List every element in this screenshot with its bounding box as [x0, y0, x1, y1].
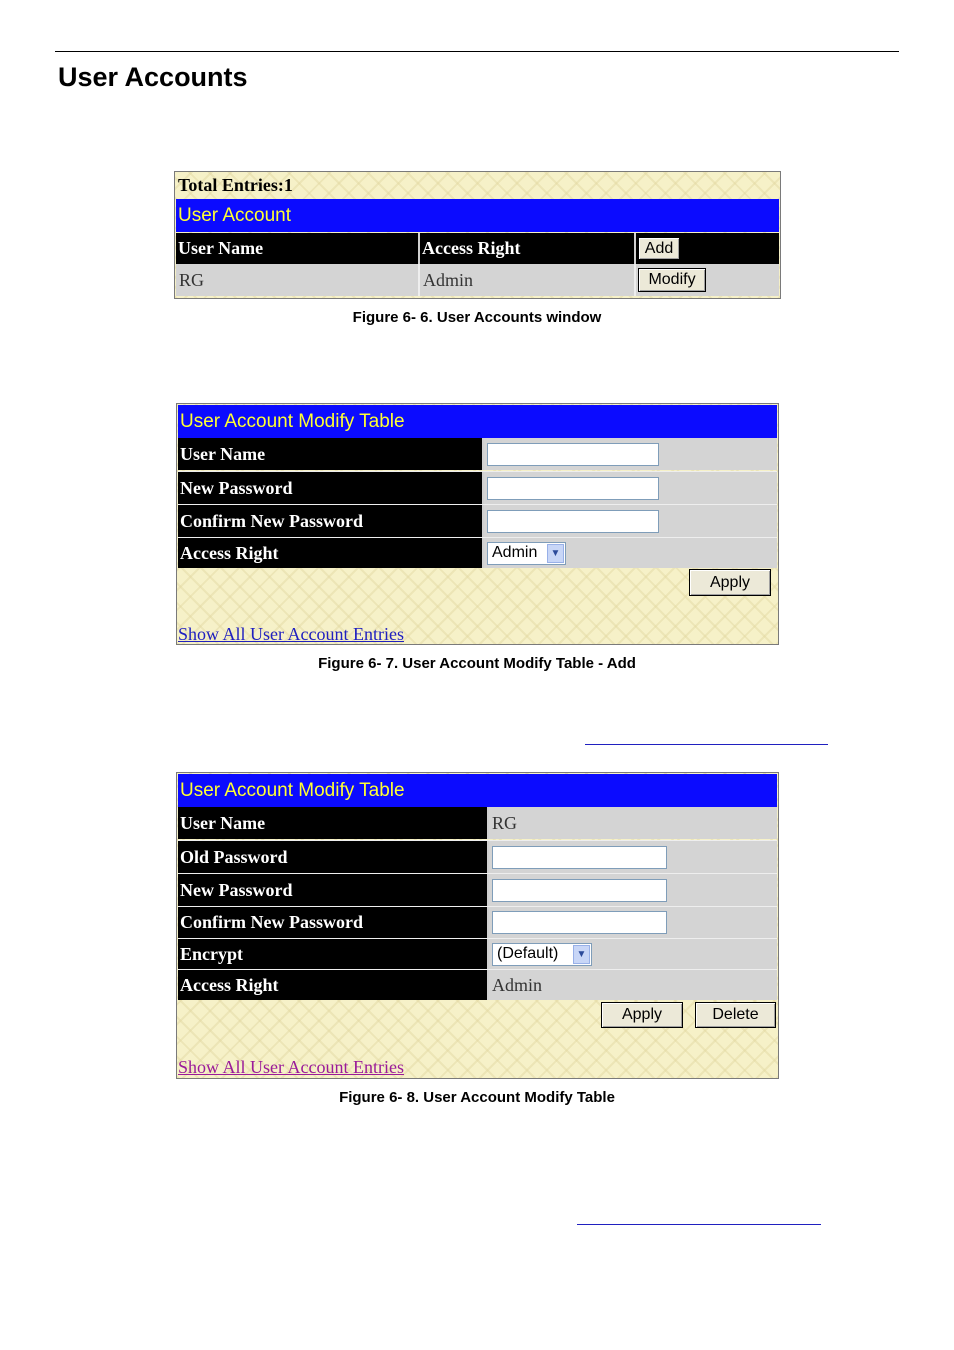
row-user-name: RG	[176, 264, 420, 296]
add-table-title: User Account Modify Table	[178, 405, 777, 438]
apply-button[interactable]: Apply	[601, 1002, 683, 1028]
field-row-new-password	[178, 873, 777, 906]
field-row-access-right	[178, 969, 777, 1000]
user-name-input[interactable]	[487, 443, 659, 466]
cross-reference-link[interactable]	[585, 744, 828, 745]
field-row-access-right	[178, 537, 777, 568]
access-right-select[interactable]	[487, 542, 566, 565]
label-confirm-password: Confirm New Password	[178, 907, 489, 938]
page-title: User Accounts	[58, 62, 248, 92]
label-user-name: User Name	[178, 438, 484, 470]
header-access-right: Access Right	[420, 233, 636, 264]
cross-reference-link[interactable]	[577, 1224, 821, 1225]
modify-button[interactable]: Modify	[638, 268, 706, 292]
confirm-password-input[interactable]	[492, 911, 667, 934]
label-new-password: New Password	[178, 874, 489, 906]
label-new-password: New Password	[178, 472, 484, 504]
header-add-cell	[636, 233, 779, 264]
field-row-encrypt	[178, 938, 777, 969]
user-accounts-window	[174, 171, 781, 299]
field-row-user-name	[178, 438, 777, 470]
field-row-new-password	[178, 471, 777, 504]
accounts-header-row	[176, 233, 779, 264]
field-row-user-name	[178, 807, 777, 839]
total-entries: Total Entries:1	[178, 175, 293, 195]
old-password-input[interactable]	[492, 846, 667, 869]
label-encrypt: Encrypt	[178, 939, 489, 969]
figure-caption-6-8: Figure 6- 8. User Account Modify Table	[339, 1089, 615, 1106]
user-name-value: RG	[489, 807, 777, 839]
label-confirm-password: Confirm New Password	[178, 505, 484, 537]
new-password-input[interactable]	[487, 477, 659, 500]
chevron-down-icon: ▼	[547, 544, 564, 563]
apply-button[interactable]: Apply	[689, 569, 771, 596]
header-user-name: User Name	[176, 233, 420, 264]
field-row-confirm-password	[178, 504, 777, 537]
figure-caption-6-7: Figure 6- 7. User Account Modify Table - Add	[318, 655, 636, 672]
add-modify-table	[176, 403, 779, 645]
modify-table	[176, 772, 779, 1079]
user-account-title: User Account	[176, 199, 779, 232]
encrypt-select[interactable]	[492, 943, 592, 966]
row-access-right: Admin	[420, 264, 636, 296]
label-user-name: User Name	[178, 807, 489, 839]
top-rule	[55, 51, 899, 52]
delete-button[interactable]: Delete	[695, 1002, 776, 1028]
chevron-down-icon: ▼	[573, 945, 590, 964]
modify-table-title: User Account Modify Table	[178, 774, 777, 807]
figure-caption-6-6: Figure 6- 6. User Accounts window	[352, 309, 602, 326]
field-row-old-password	[178, 840, 777, 873]
row-modify-cell	[636, 264, 779, 296]
field-row-confirm-password	[178, 906, 777, 938]
access-right-value: Admin	[489, 970, 777, 1000]
label-old-password: Old Password	[178, 841, 489, 873]
label-access-right: Access Right	[178, 970, 489, 1000]
access-right-value: Admin	[492, 544, 538, 561]
table-row	[176, 264, 779, 296]
add-button[interactable]: Add	[638, 237, 680, 260]
new-password-input[interactable]	[492, 879, 667, 902]
confirm-password-input[interactable]	[487, 510, 659, 533]
label-access-right: Access Right	[178, 538, 484, 568]
encrypt-value: (Default)	[497, 945, 559, 962]
show-all-entries-link[interactable]: Show All User Account Entries	[178, 624, 404, 644]
show-all-entries-link[interactable]: Show All User Account Entries	[178, 1057, 404, 1077]
